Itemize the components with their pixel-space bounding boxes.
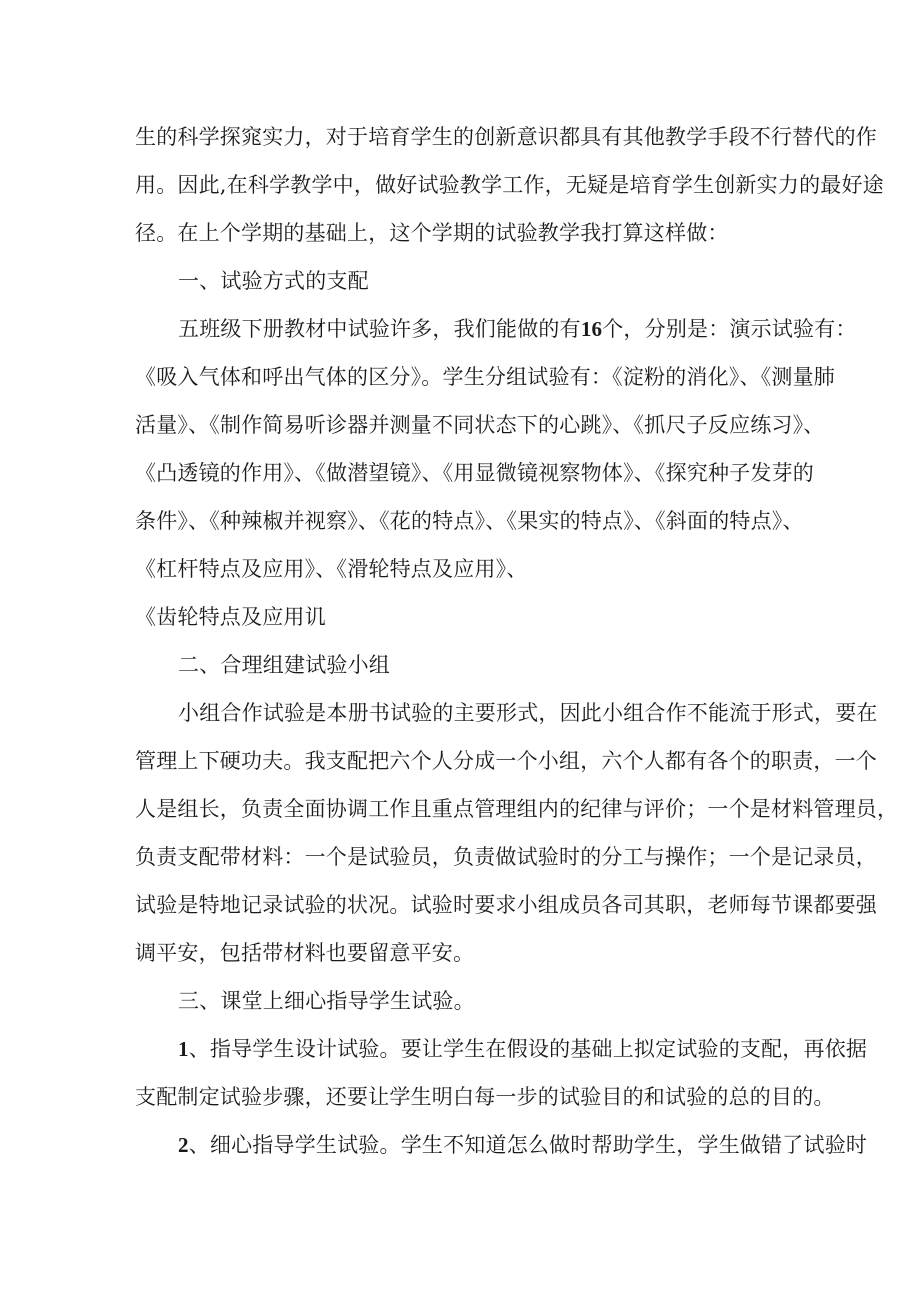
item-number: 1 (178, 1037, 189, 1061)
paragraph-line: 条件》、《种辣椒并视察》、《花的特点》、《果实的特点》、《斜面的特点》、 (135, 509, 804, 533)
item-number: 2 (178, 1133, 189, 1157)
paragraph-line: 小组合作试验是本册书试验的主要形式，因此小组合作不能流于形式，要在 (178, 701, 878, 725)
text-segment: 、指导学生设计试验。要让学生在假设的基础上拟定试验的支配，再依据 (188, 1037, 868, 1061)
paragraph-line: 《杠杆特点及应用》、《滑轮特点及应用》、 (135, 557, 528, 581)
section-heading: 一、试验方式的支配 (178, 269, 369, 293)
text-segment: 个，分别是：演示试验有： (602, 317, 857, 341)
paragraph-line: 人是组长，负责全面协调工作且重点管理组内的纪律与评价；一个是材料管理员， (135, 797, 899, 821)
paragraph-line: 管理上下硬功夫。我支配把六个人分成一个小组，六个人都有各个的职责，一个 (135, 749, 877, 773)
text-segment: 五班级下册教材中试验许多，我们能做的有 (178, 317, 581, 341)
paragraph-line: 活量》、《制作简易听诊器并测量不同状态下的心跳》、《抓尺子反应练习》、 (135, 413, 825, 437)
paragraph-line: 《齿轮特点及应用讥 (135, 605, 326, 629)
paragraph-line: 调平安，包括带材料也要留意平安。 (135, 941, 475, 965)
count-number: 16 (580, 317, 603, 341)
list-item (178, 1130, 867, 1160)
section-heading: 三、课堂上细心指导学生试验。 (178, 989, 475, 1013)
paragraph-line: 生的科学探窕实力，对于培育学生的创新意识都具有其他教学手段不行替代的作 (135, 125, 877, 149)
paragraph-line: 负责支配带材料：一个是试验员，负责做试验时的分工与操作；一个是记录员， (135, 845, 877, 869)
paragraph-line: 径。在上个学期的基础上，这个学期的试验教学我打算这样做： (135, 221, 729, 245)
paragraph-line: 《凸透镜的作用》、《做潜望镜》、《用显微镜视察物体》、《探究种子发芽的 (135, 461, 814, 485)
list-item (178, 1034, 867, 1064)
text-segment: 、细心指导学生试验。学生不知道怎么做时帮助学生，学生做错了试验时 (188, 1133, 868, 1157)
paragraph-line: 用。因此,在科学教学中，做好试验教学工作，无疑是培育学生创新实力的最好途 (135, 173, 884, 197)
paragraph-line: 支配制定试验步骤，还要让学生明白每一步的试验目的和试验的总的目的。 (135, 1085, 835, 1109)
paragraph-line: 《吸入气体和呼出气体的区分》。学生分组试验有：《淀粉的消化》、《测量肺 (135, 365, 835, 389)
section-heading: 二、合理组建试验小组 (178, 653, 390, 677)
paragraph-line: 试验是特地记录试验的状况。试验时要求小组成员各司其职，老师每节课都要强 (135, 893, 877, 917)
paragraph-line (178, 314, 857, 344)
